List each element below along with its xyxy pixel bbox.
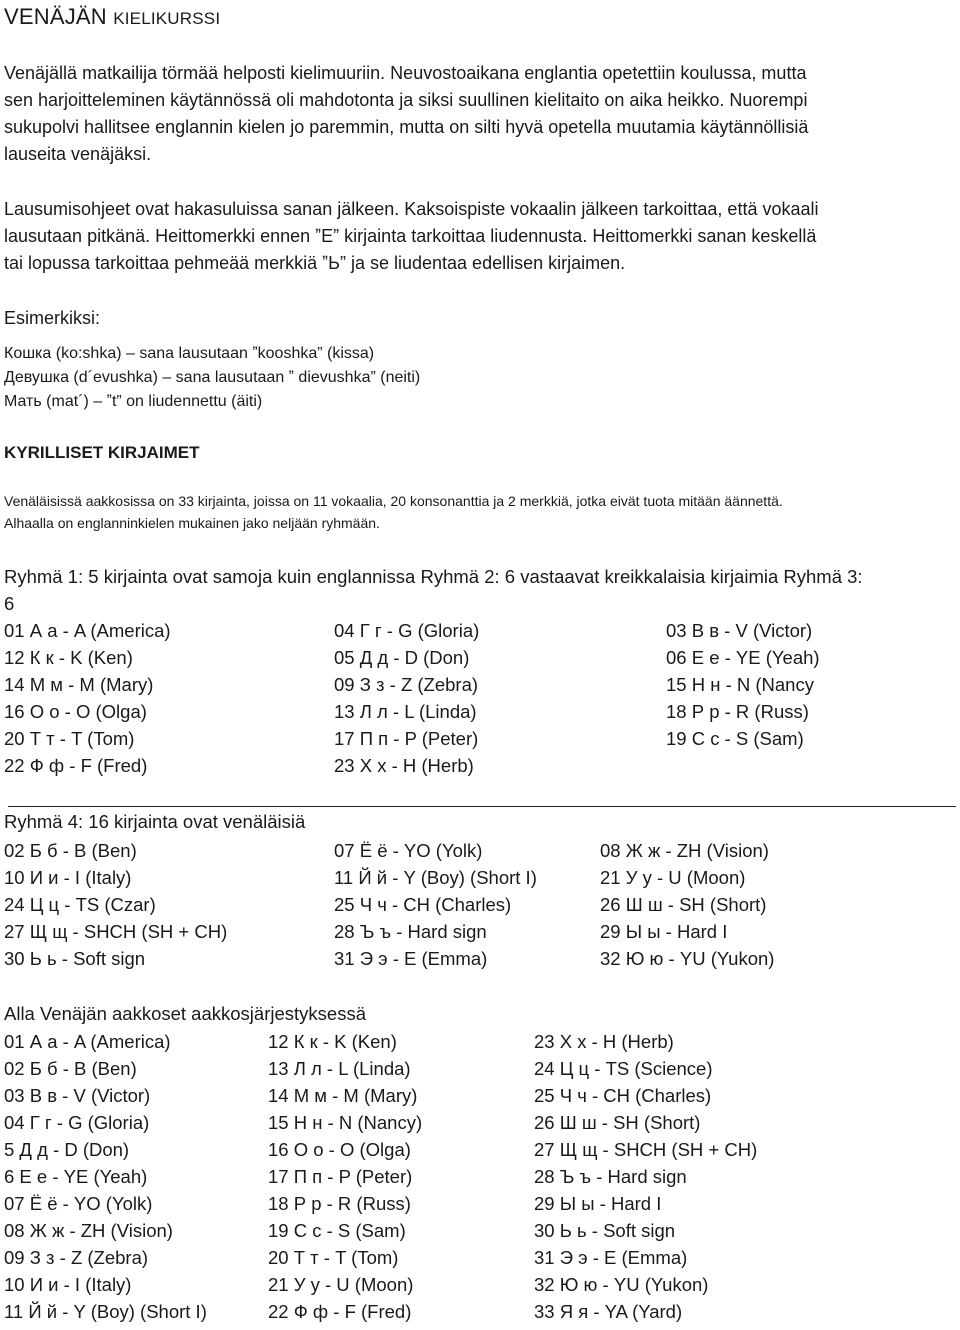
letter-cell: 23 Х х - H (Herb) <box>534 1031 674 1052</box>
letter-cell: 29 Ы ы - Hard I <box>534 1193 662 1214</box>
intro-line-3: sukupolvi hallitsee englannin kielen jo paremmin, mutta on silti hyvä opetella muutamia käytännöllisiä <box>4 117 809 137</box>
letter-cell: 04 Г г - G (Gloria) <box>334 620 480 641</box>
letter-cell: 06 Е е - YE (Yeah) <box>666 647 820 668</box>
groups-header-line-2: 6 <box>4 593 15 614</box>
letter-cell: 01 А а - A (America) <box>4 1031 171 1052</box>
letter-cell: 25 Ч ч - CH (Charles) <box>534 1085 712 1106</box>
section-divider <box>8 806 956 807</box>
letter-cell: 33 Я я - YA (Yard) <box>534 1301 683 1322</box>
letter-cell: 01 А а - A (America) <box>4 620 171 641</box>
letter-cell: 18 Р р - R (Russ) <box>268 1193 411 1214</box>
letter-cell: 15 Н н - N (Nancy) <box>268 1112 423 1133</box>
letter-cell: 07 Ё ё - YO (Yolk) <box>334 840 483 861</box>
letter-cell: 12 К к - K (Ken) <box>4 647 133 668</box>
letter-cell: 29 Ы ы - Hard I <box>600 921 728 942</box>
letter-cell: 16 О о - O (Olga) <box>268 1139 411 1160</box>
letter-cell: 02 Б б - B (Ben) <box>4 1058 137 1079</box>
example-2: Девушка (d´evushka) – sana lausutaan ˮ dievushka” (neiti) <box>4 369 421 386</box>
letter-cell: 31 Э э - E (Emma) <box>334 948 488 969</box>
letter-cell: 27 Щ щ - SHCH (SH + CH) <box>4 921 228 942</box>
letter-cell: 17 П п - P (Peter) <box>334 728 479 749</box>
section-heading: KYRILLISET KIRJAIMET <box>4 443 200 462</box>
table-row <box>0 894 960 921</box>
intro-line-2: sen harjoitteleminen käytännössä oli mahdotonta ja siksi suullinen kielitaito on aika heikko. Nuorempi <box>4 90 808 110</box>
alphabet-header: Alla Venäjän aakkoset aakkosjärjestyksessä <box>4 1003 366 1024</box>
letter-cell: 05 Д д - D (Don) <box>334 647 470 668</box>
letter-cell: 19 С с - S (Sam) <box>268 1220 406 1241</box>
group4-header: Ryhmä 4: 16 kirjainta ovat venäläisiä <box>4 811 306 832</box>
letter-cell: 04 Г г - G (Gloria) <box>4 1112 150 1133</box>
letter-cell: 13 Л л - L (Linda) <box>334 701 477 722</box>
pronunciation-line-2: lausutaan pitkänä. Heittomerkki ennen ˮE” kirjainta tarkoittaa liudennusta. Heittomerkki sanan keskellä <box>4 226 817 246</box>
letter-cell: 19 С с - S (Sam) <box>666 728 804 749</box>
letter-cell: 13 Л л - L (Linda) <box>268 1058 411 1079</box>
table-row <box>0 948 960 975</box>
letter-cell: 10 И и - I (Italy) <box>4 1274 132 1295</box>
table-row <box>0 1301 960 1328</box>
letter-cell: 30 Ь ь - Soft sign <box>4 948 146 969</box>
letter-cell: 22 Ф ф - F (Fred) <box>268 1301 412 1322</box>
letter-cell: 20 Т т - T (Tom) <box>268 1247 399 1268</box>
letter-cell: 02 Б б - B (Ben) <box>4 840 137 861</box>
letter-cell: 25 Ч ч - CH (Charles) <box>334 894 512 915</box>
letter-cell: 27 Щ щ - SHCH (SH + CH) <box>534 1139 758 1160</box>
letter-cell: 24 Ц ц - TS (Science) <box>534 1058 713 1079</box>
table-row <box>0 1139 960 1166</box>
alphabet-intro-2: Alhaalla on englanninkielen mukainen jako neljään ryhmään. <box>4 515 380 531</box>
table-row <box>0 1085 960 1112</box>
letter-cell: 18 Р р - R (Russ) <box>666 701 809 722</box>
table-row <box>0 1220 960 1247</box>
letter-cell: 10 И и - I (Italy) <box>4 867 132 888</box>
letter-cell: 5 Д д - D (Don) <box>4 1139 130 1160</box>
pronunciation-line-1: Lausumisohjeet ovat hakasuluissa sanan jälkeen. Kaksoispiste vokaalin jälkeen tarkoittaa, että vokaali <box>4 199 819 219</box>
title-sub: KIELIKURSSI <box>113 9 221 28</box>
table-row <box>0 620 960 647</box>
letter-cell: 03 В в - V (Victor) <box>666 620 813 641</box>
table-row <box>0 647 960 674</box>
letter-cell: 09 З з - Z (Zebra) <box>334 674 479 695</box>
letter-cell: 22 Ф ф - F (Fred) <box>4 755 148 776</box>
page-title <box>4 4 220 30</box>
letter-cell: 23 Х х - H (Herb) <box>334 755 474 776</box>
letter-cell: 08 Ж ж - ZH (Vision) <box>4 1220 173 1241</box>
letter-cell: 21 У у - U (Moon) <box>600 867 746 888</box>
letter-cell: 14 М м - M (Mary) <box>4 674 154 695</box>
table-row <box>0 867 960 894</box>
intro-line-1: Venäjällä matkailija törmää helposti kielimuuriin. Neuvostoaikana englantia opetettiin koulussa, mutta <box>4 63 807 83</box>
table-row <box>0 1031 960 1058</box>
letter-cell: 6 Е е - YE (Yeah) <box>4 1166 148 1187</box>
letter-cell: 16 О о - O (Olga) <box>4 701 147 722</box>
letter-cell: 26 Ш ш - SH (Short) <box>600 894 767 915</box>
alphabet-intro-1: Venäläisissä aakkosissa on 33 kirjainta, joissa on 11 vokaalia, 20 konsonanttia ja 2 merkkiä, jotka eivät tuota mitään äännettä. <box>4 493 783 509</box>
letter-cell: 24 Ц ц - TS (Czar) <box>4 894 156 915</box>
letter-cell: 30 Ь ь - Soft sign <box>534 1220 676 1241</box>
letter-cell: 28 Ъ ъ - Hard sign <box>534 1166 687 1187</box>
table-row <box>0 755 960 782</box>
groups-header-line-1: Ryhmä 1: 5 kirjainta ovat samoja kuin englannissa Ryhmä 2: 6 vastaavat kreikkalaisia kirjaimia Ryhmä 3: <box>4 566 863 587</box>
letter-cell: 11 Й й - Y (Boy) (Short I) <box>4 1301 207 1322</box>
table-row <box>0 1247 960 1274</box>
pronunciation-line-3: tai lopussa tarkoittaa pehmeää merkkiä ˮЬ” ja se liudentaa edellisen kirjaimen. <box>4 253 626 273</box>
title-main: VENÄJÄN <box>4 4 107 29</box>
letter-cell: 12 К к - K (Ken) <box>268 1031 397 1052</box>
table-row <box>0 1166 960 1193</box>
example-1: Кошка (ko:shka) – sana lausutaan ˮkooshka” (kissa) <box>4 345 375 362</box>
letter-cell: 07 Ё ё - YO (Yolk) <box>4 1193 153 1214</box>
letter-cell: 26 Ш ш - SH (Short) <box>534 1112 701 1133</box>
table-row <box>0 728 960 755</box>
examples-label: Esimerkiksi: <box>4 308 101 328</box>
table-row <box>0 921 960 948</box>
letter-cell: 08 Ж ж - ZH (Vision) <box>600 840 769 861</box>
letter-cell: 31 Э э - E (Emma) <box>534 1247 688 1268</box>
letter-cell: 15 Н н - N (Nancy <box>666 674 814 695</box>
table-row <box>0 674 960 701</box>
table-row <box>0 1112 960 1139</box>
example-3: Мать (mat´) – ˮt” on liudennettu (äiti) <box>4 393 263 410</box>
table-row <box>0 1193 960 1220</box>
letter-cell: 11 Й й - Y (Boy) (Short I) <box>334 867 537 888</box>
letter-cell: 17 П п - P (Peter) <box>268 1166 413 1187</box>
letter-cell: 09 З з - Z (Zebra) <box>4 1247 149 1268</box>
table-row <box>0 1058 960 1085</box>
letter-cell: 20 Т т - T (Tom) <box>4 728 135 749</box>
table-row <box>0 1274 960 1301</box>
table-row <box>0 701 960 728</box>
table-row <box>0 840 960 867</box>
letter-cell: 32 Ю ю - YU (Yukon) <box>534 1274 709 1295</box>
letter-cell: 14 М м - M (Mary) <box>268 1085 418 1106</box>
letter-cell: 03 В в - V (Victor) <box>4 1085 151 1106</box>
letter-cell: 32 Ю ю - YU (Yukon) <box>600 948 775 969</box>
intro-line-4: lauseita venäjäksi. <box>4 144 152 164</box>
letter-cell: 28 Ъ ъ - Hard sign <box>334 921 487 942</box>
letter-cell: 21 У у - U (Moon) <box>268 1274 414 1295</box>
